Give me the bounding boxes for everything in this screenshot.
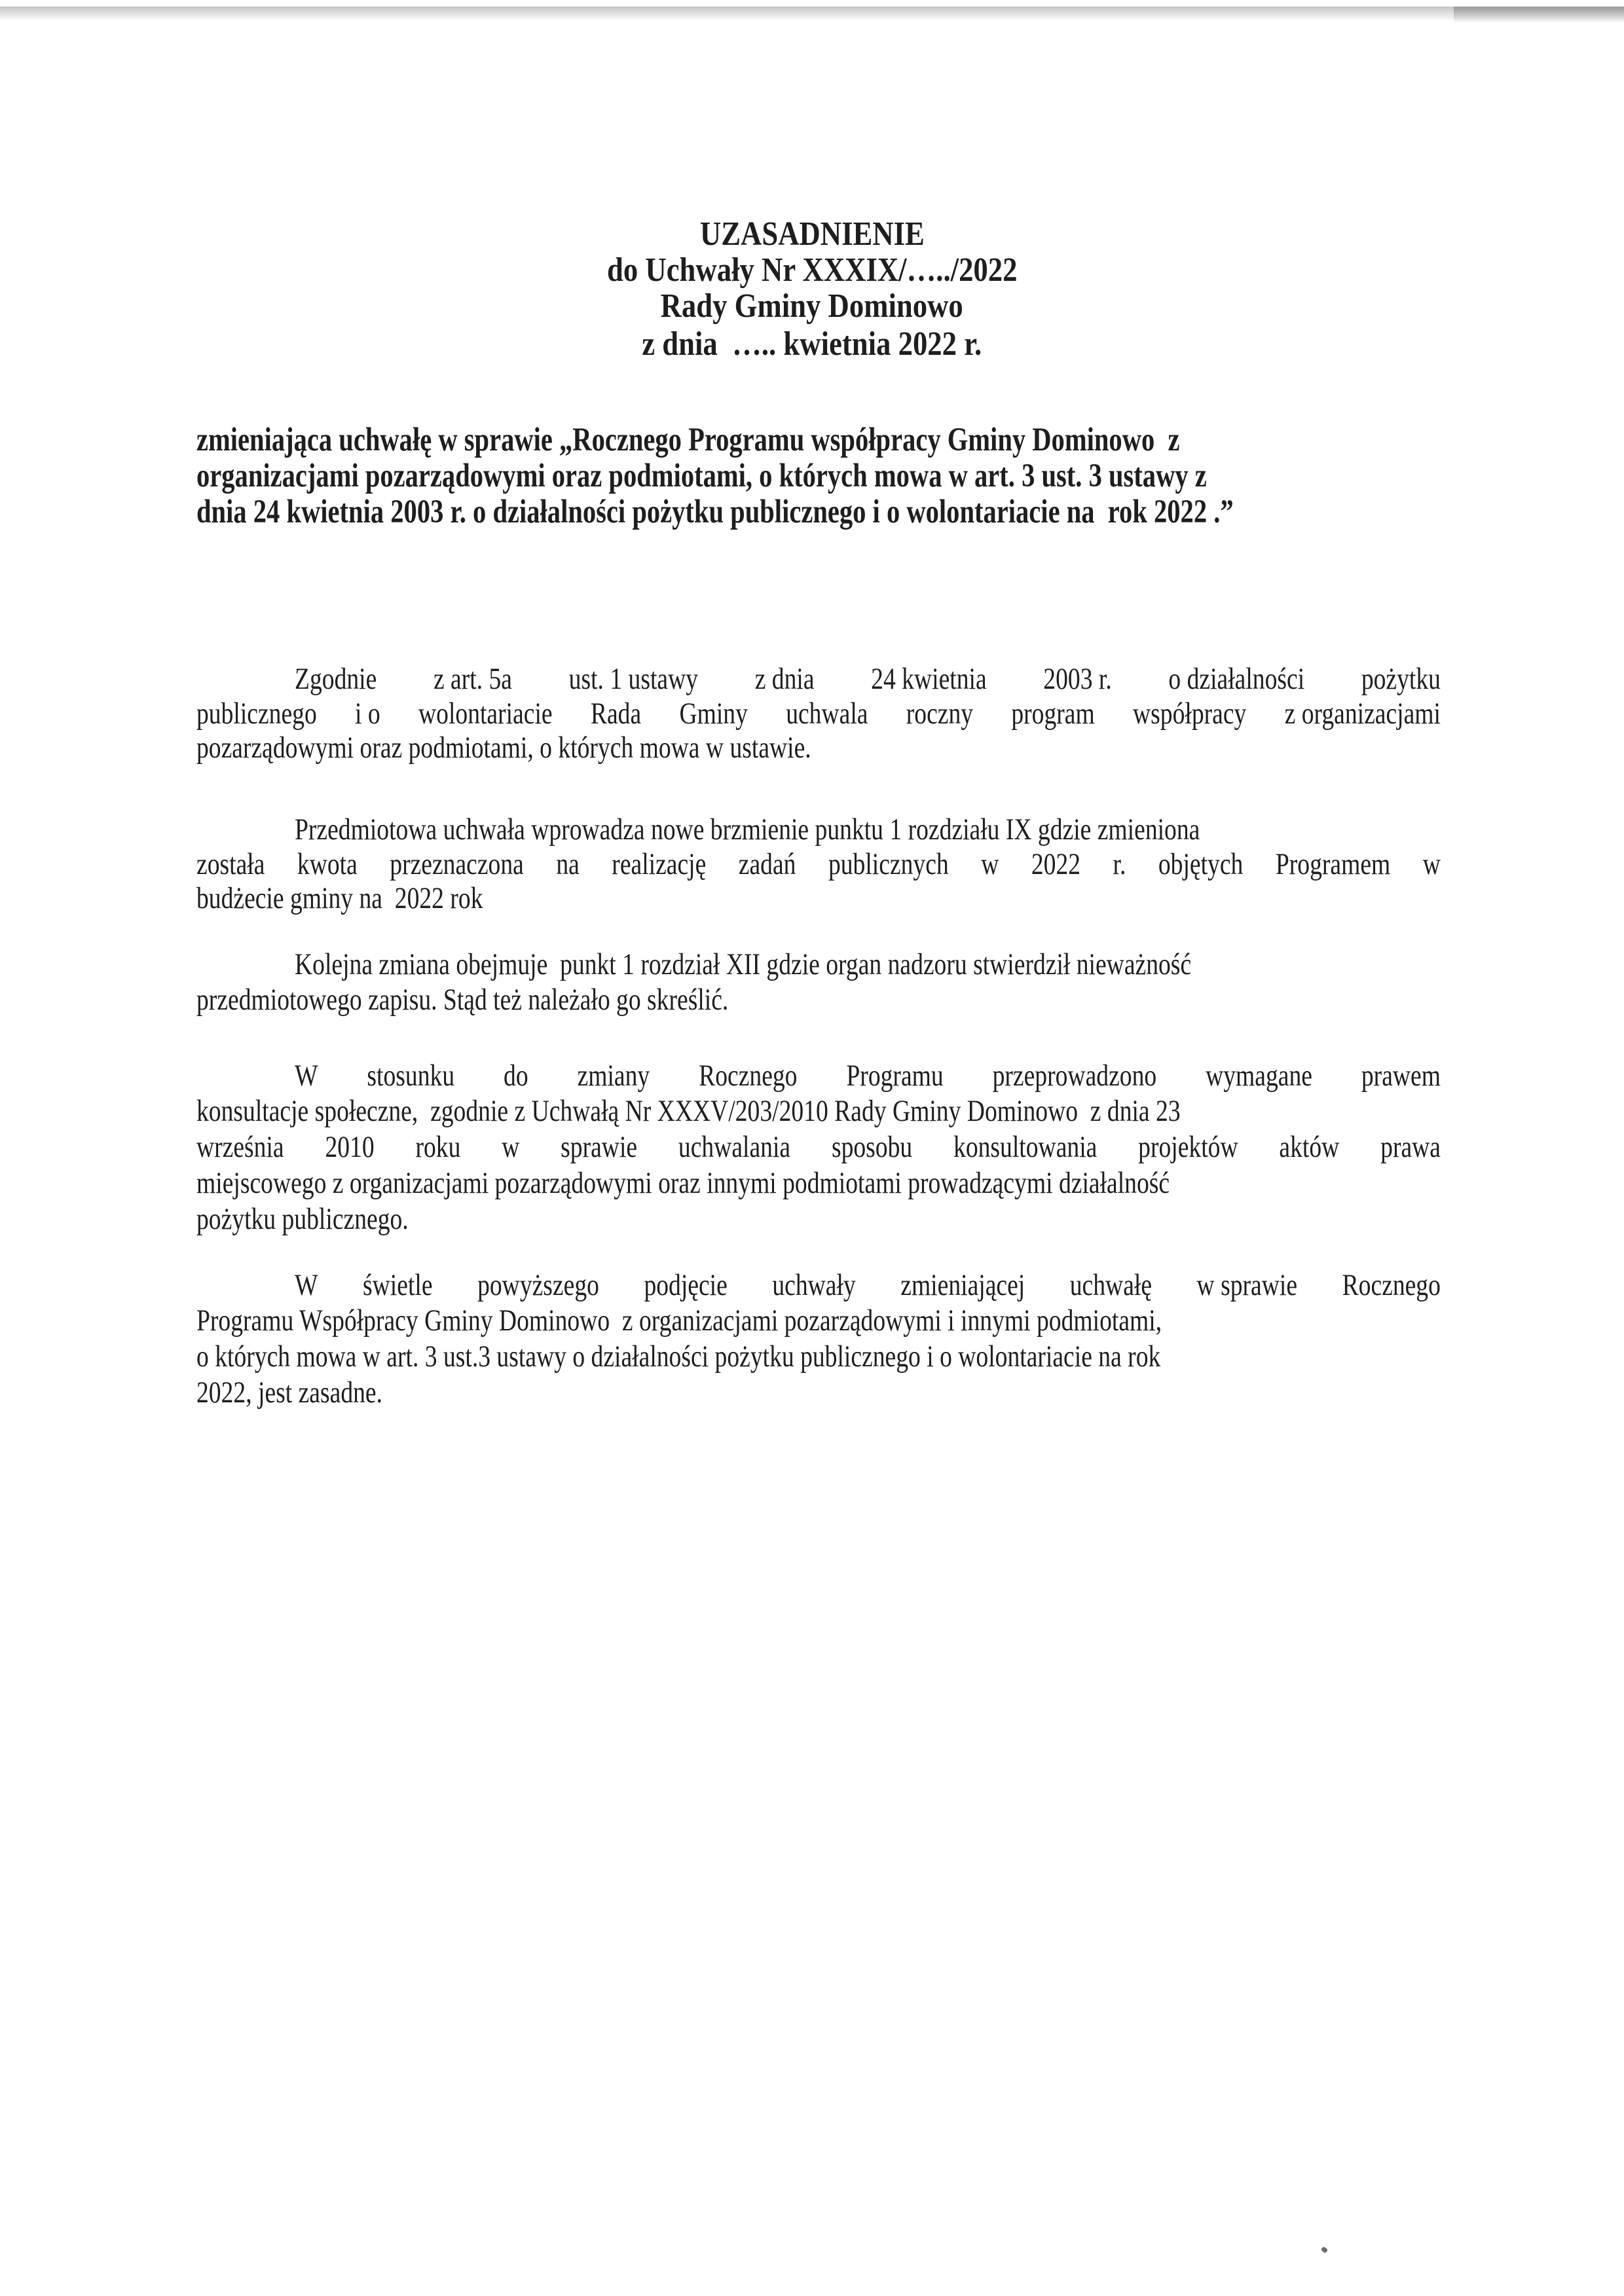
word: została — [196, 847, 265, 881]
word: pożytku — [1361, 662, 1441, 696]
word: do — [504, 1059, 528, 1093]
subject-line: dnia 24 kwietnia 2003 r. o działalności pożytku publicznego i o wolontariacie na rok 2022 .” — [196, 494, 1234, 530]
word: r. — [1113, 847, 1126, 881]
word: w — [502, 1130, 520, 1164]
paragraph-line: przedmiotowego zapisu. Stąd też należało go skreślić. — [196, 983, 729, 1017]
word: wolontariacie — [418, 697, 553, 731]
word: uchwały — [772, 1268, 856, 1302]
word: realizację — [612, 847, 707, 881]
paragraph-line: Przedmiotowa uchwała wprowadza nowe brzmienie punktu 1 rozdziału IX gdzie zmieniona — [295, 812, 1200, 847]
word: publicznych — [828, 847, 949, 881]
scan-edge-shadow — [0, 7, 1624, 21]
paragraph-line: miejscowego z organizacjami pozarządowymi oraz innymi podmiotami prowadzącymi działalność — [196, 1166, 1170, 1200]
heading-date: z dnia ….. kwietnia 2022 r. — [642, 325, 982, 363]
word: zmiany — [577, 1059, 650, 1093]
word: publicznego — [196, 697, 317, 731]
word: projektów — [1138, 1130, 1238, 1164]
word: sprawie — [561, 1130, 638, 1164]
word: z dnia — [754, 662, 815, 696]
word: 2003 r. — [1043, 662, 1112, 696]
paragraph-line: konsultacje społeczne, zgodnie z Uchwałą Nr XXXV/203/2010 Rady Gminy Dominowo z dnia 23 — [196, 1094, 1181, 1128]
word: z art. 5a — [433, 662, 512, 696]
word: Programu — [846, 1059, 944, 1093]
word: Rocznego — [699, 1059, 798, 1093]
word: Rada — [590, 697, 642, 731]
word: Zgodnie — [295, 662, 377, 696]
paragraph-line — [295, 1267, 1441, 1303]
word: Programem — [1275, 847, 1391, 881]
heading-council: Rady Gminy Dominowo — [660, 287, 964, 325]
word: zmieniającej — [900, 1268, 1025, 1302]
paragraph-line: pożytku publicznego. — [196, 1202, 409, 1236]
word: kwota — [297, 847, 358, 881]
word: 2010 — [325, 1130, 375, 1164]
scan-edge-shadow-right — [1454, 7, 1624, 24]
word: W — [295, 1268, 318, 1302]
subject-line: zmieniająca uchwałę w sprawie „Rocznego Programu współpracy Gminy Dominowo z — [196, 422, 1180, 458]
word: o działalności — [1168, 662, 1305, 696]
word: współpracy — [1133, 697, 1247, 731]
word: września — [196, 1130, 284, 1164]
word: zadań — [738, 847, 796, 881]
word: 24 kwietnia — [871, 662, 987, 696]
word: Rocznego — [1342, 1268, 1441, 1302]
word: przeprowadzono — [992, 1059, 1157, 1093]
word: konsultowania — [953, 1130, 1098, 1164]
word: aktów — [1279, 1130, 1340, 1164]
word: świetle — [363, 1268, 433, 1302]
word: W — [295, 1059, 318, 1093]
paragraph-line: pozarządowymi oraz podmiotami, o których mowa w ustawie. — [196, 731, 811, 765]
word: roku — [415, 1130, 461, 1164]
word: prawa — [1380, 1130, 1441, 1164]
word: program — [1011, 697, 1095, 731]
word: roczny — [906, 697, 974, 731]
paragraph-line — [196, 696, 1441, 731]
word: prawem — [1361, 1059, 1441, 1093]
word: w sprawie — [1196, 1268, 1298, 1302]
word: uchwałę — [1069, 1268, 1153, 1302]
word: 2022 — [1031, 847, 1081, 881]
word: stosunku — [367, 1059, 455, 1093]
paragraph-line: 2022, jest zasadne. — [196, 1376, 383, 1410]
word: przeznaczona — [390, 847, 524, 881]
word: w — [1422, 847, 1441, 881]
paragraph-line: budżecie gminy na 2022 rok — [196, 881, 483, 915]
word: ust. 1 ustawy — [568, 662, 699, 696]
paragraph-line — [295, 661, 1441, 697]
word: na — [556, 847, 580, 881]
paragraph-line — [196, 847, 1441, 882]
word: uchwala — [786, 697, 868, 731]
subject-line: organizacjami pozarządowymi oraz podmiotami, o których mowa w art. 3 ust. 3 ustawy z — [196, 458, 1207, 494]
word: objętych — [1158, 847, 1244, 881]
word: i o — [355, 697, 380, 731]
paragraph-line: Programu Współpracy Gminy Dominowo z organizacjami pozarządowymi i innymi podmiotami, — [196, 1303, 1162, 1338]
paragraph-line — [295, 1058, 1441, 1093]
word: podjęcie — [644, 1268, 728, 1302]
paragraph-line: o których mowa w art. 3 ust.3 ustawy o działalności pożytku publicznego i o wolontariacie na rok — [196, 1339, 1161, 1374]
heading-resolution-ref: do Uchwały Nr XXXIX/…../2022 — [606, 251, 1018, 289]
scan-speck — [1321, 2246, 1328, 2253]
word: sposobu — [831, 1130, 913, 1164]
word: uchwalania — [678, 1130, 791, 1164]
heading-title: UZASADNIENIE — [699, 215, 925, 253]
word: Gminy — [679, 697, 748, 731]
word: w — [981, 847, 999, 881]
paragraph-line — [196, 1129, 1441, 1165]
paragraph-line: Kolejna zmiana obejmuje punkt 1 rozdział XII gdzie organ nadzoru stwierdził nieważność — [295, 947, 1192, 981]
word: wymagane — [1206, 1059, 1312, 1093]
word: powyższego — [477, 1268, 599, 1302]
word: z organizacjami — [1284, 697, 1441, 731]
